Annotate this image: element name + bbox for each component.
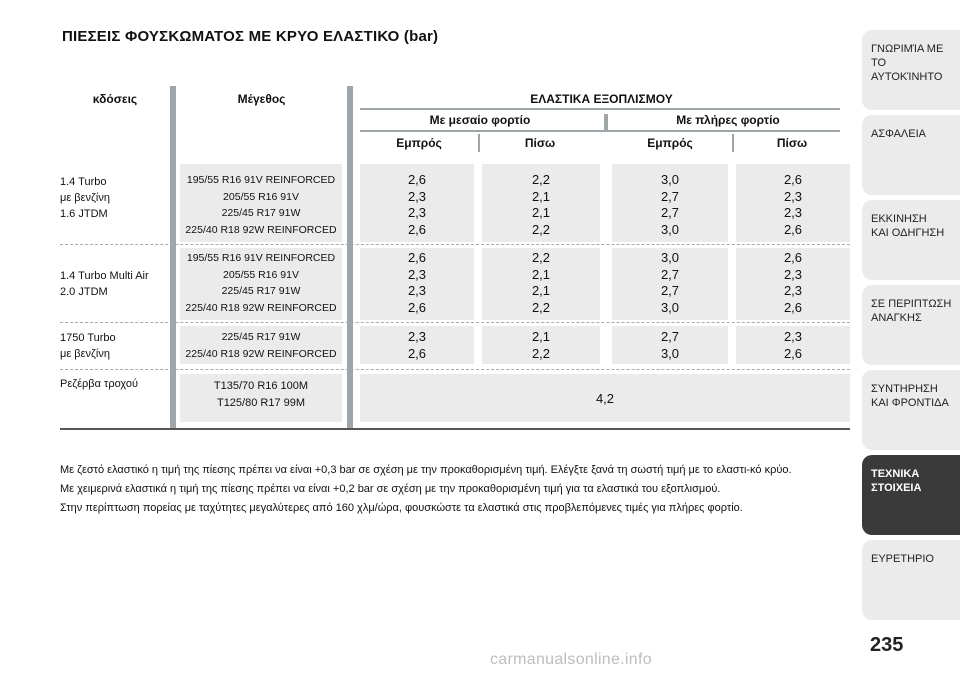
pressure-value: 2,1 <box>531 205 551 220</box>
pressure-value: 2,3 <box>407 329 427 344</box>
tyre-size: 225/40 R18 92W REINFORCED <box>185 347 337 360</box>
model-name: 1.4 Turbo <box>60 176 107 188</box>
pressure-values <box>736 250 850 316</box>
header-medium-load: Με μεσαίο φορτίο <box>429 113 531 127</box>
pressure-values <box>360 329 474 362</box>
pressure-value: 2,6 <box>783 221 803 237</box>
header-full-load: Με πλήρες φορτίο <box>676 113 780 127</box>
tyre-size: 195/55 R16 91V REINFORCED <box>186 252 336 264</box>
column-divider <box>732 134 734 152</box>
pressure-values <box>482 329 600 362</box>
pressure-value: 3,0 <box>660 345 680 361</box>
tyre-size: T125/80 R17 99M <box>216 396 306 409</box>
size-list <box>178 329 344 362</box>
row-separator <box>60 369 850 370</box>
tyre-pressure-table <box>60 86 850 431</box>
pressure-values <box>360 250 474 316</box>
pressure-value: 3,0 <box>660 250 680 265</box>
pressure-value: 2,2 <box>531 299 551 315</box>
page-number: 235 <box>870 634 904 656</box>
pressure-value: 2,6 <box>407 172 427 187</box>
column-divider <box>347 86 353 428</box>
model-name: 1.6 JTDM <box>60 208 108 220</box>
pressure-values <box>482 172 600 238</box>
pressure-values <box>612 250 728 316</box>
pressure-value: 2,3 <box>783 205 803 220</box>
notes <box>60 462 860 519</box>
pressure-value: 2,3 <box>407 188 427 204</box>
tab-maintenance[interactable]: ΣΥΝΤΗΡΗΣΗ ΚΑΙ ΦΡΟΝΤΙΔΑ <box>862 370 960 450</box>
header-tyres: ΕΛΑΣΤΙΚΑ ΕΞΟΠΛΙΣΜΟΥ <box>530 92 673 106</box>
size-list <box>178 250 344 316</box>
pressure-value: 3,0 <box>660 299 680 315</box>
tab-starting-driving[interactable]: ΕΚΚΙΝΗΣΗ ΚΑΙ ΟΔΗΓΗΣΗ <box>862 200 960 280</box>
header-rear-full: Πίσω <box>776 136 808 150</box>
size-list <box>178 378 344 411</box>
pressure-value: 2,1 <box>531 283 551 298</box>
pressure-value: 2,6 <box>783 172 803 187</box>
pressure-value: 2,6 <box>407 221 427 237</box>
pressure-values <box>612 172 728 238</box>
model-list <box>60 268 170 300</box>
pressure-value: 2,6 <box>783 345 803 361</box>
pressure-value: 2,3 <box>783 283 803 298</box>
header-rule <box>360 130 840 132</box>
tab-technical-data[interactable]: ΤΕΧΝΙΚΑ ΣΤΟΙΧΕΙΑ <box>862 455 960 535</box>
pressure-value: 2,7 <box>660 329 680 344</box>
row-separator <box>60 322 850 323</box>
tyre-size: 225/45 R17 91W <box>221 285 301 297</box>
pressure-value: 2,6 <box>407 299 427 315</box>
size-list <box>178 172 344 238</box>
pressure-value: 2,2 <box>531 250 551 265</box>
note-paragraph: Με χειμερινά ελαστικά η τιμή της πίεσης πρέπει να είναι +0,2 bar σε σχέση με την προκαθορισμένη τιμή για τα ελαστικά του εξοπλισμού. <box>60 483 721 495</box>
pressure-values <box>612 329 728 362</box>
tyre-size: 195/55 R16 91V REINFORCED <box>186 174 336 186</box>
pressure-value: 2,3 <box>783 329 803 344</box>
pressure-values <box>482 250 600 316</box>
pressure-value: 2,6 <box>407 345 427 361</box>
tab-index[interactable]: ΕΥΡΕΤΗΡΙΟ <box>862 540 960 620</box>
row-separator <box>60 244 850 245</box>
pressure-value: 2,6 <box>407 250 427 265</box>
pressure-value: 2,6 <box>783 299 803 315</box>
pressure-value: 2,3 <box>407 266 427 282</box>
header-front-medium: Εμπρός <box>396 136 442 150</box>
pressure-value: 2,1 <box>531 329 551 344</box>
header-front-full: Εμπρός <box>647 136 693 150</box>
header-size: Μέγεθος <box>237 92 286 106</box>
pressure-value: 2,7 <box>660 283 680 298</box>
pressure-values <box>360 172 474 238</box>
model-name: 2.0 JTDM <box>60 286 108 298</box>
tyre-size: 205/55 R16 91V <box>223 190 299 203</box>
pressure-value: 2,7 <box>660 205 680 220</box>
column-divider <box>170 86 176 428</box>
pressure-value: 2,7 <box>660 188 680 204</box>
tyre-size: 225/40 R18 92W REINFORCED <box>185 223 337 236</box>
pressure-value: 2,2 <box>531 345 551 361</box>
pressure-value: 2,1 <box>531 266 551 282</box>
tyre-size: T135/70 R16 100M <box>213 380 309 392</box>
model-list <box>60 330 170 362</box>
tyre-size: 225/45 R17 91W <box>221 331 301 343</box>
pressure-values <box>736 329 850 362</box>
header-rule <box>360 108 840 110</box>
header-versions: κδόσεις <box>92 92 138 106</box>
tyre-size: 225/40 R18 92W REINFORCED <box>185 301 337 314</box>
model-list <box>60 174 170 222</box>
pressure-value: 2,7 <box>660 266 680 282</box>
pressure-value: 2,3 <box>783 188 803 204</box>
pressure-value: 2,3 <box>407 283 427 298</box>
column-divider <box>478 134 480 152</box>
note-paragraph: Στην περίπτωση πορείας με ταχύτητες μεγαλύτερες από 160 χλμ/ώρα, φουσκώστε τα ελαστικά στις προβλεπόμενες τιμές για πλήρες φορτίο. <box>60 502 743 514</box>
header-rear-medium: Πίσω <box>524 136 556 150</box>
tyre-size: 225/45 R17 91W <box>221 207 301 219</box>
pressure-value: 2,2 <box>531 172 551 187</box>
tab-emergency[interactable]: ΣΕ ΠΕΡΙΠΤΩΣΗ ΑΝΑΓΚΗΣ <box>862 285 960 365</box>
pressure-value: 2,3 <box>783 266 803 282</box>
model-name: 1.4 Turbo Multi Air <box>60 270 149 282</box>
pressure-value: 2,2 <box>531 221 551 237</box>
model-name: με βενζίνη <box>60 348 110 360</box>
model-name: με βενζίνη <box>60 192 110 204</box>
pressure-value: 3,0 <box>660 172 680 187</box>
spare-pressure-value: 4,2 <box>595 391 615 406</box>
note-paragraph: Με ζεστό ελαστικό η τιμή της πίεσης πρέπει να είναι +0,3 bar σε σχέση με την προκαθορισμένη τιμή. Ελέγξτε ξανά τη σωστή τιμή με το ελαστι-κό κρύο. <box>60 464 792 476</box>
pressure-value: 3,0 <box>660 221 680 237</box>
spare-wheel-label: Ρεζέρβα τροχού <box>60 378 139 390</box>
model-name: 1750 Turbo <box>60 332 116 344</box>
pressure-value: 2,1 <box>531 188 551 204</box>
tab-getting-to-know[interactable]: ΓΝΩΡΙΜΊΑ ΜΕ ΤΟ ΑΥΤΟΚΊΝΗΤΟ <box>862 30 960 110</box>
page-title: ΠΙΕΣΕΙΣ ΦΟΥΣΚΩΜΑΤΟΣ ΜΕ ΚΡΥΟ ΕΛΑΣΤΙΚΟ (bar) <box>62 28 439 45</box>
tab-safety[interactable]: ΑΣΦΑΛΕΙΑ <box>862 115 960 195</box>
pressure-value: 2,3 <box>407 205 427 220</box>
pressure-value: 2,6 <box>783 250 803 265</box>
pressure-values <box>736 172 850 238</box>
tyre-size: 205/55 R16 91V <box>223 268 299 281</box>
table-bottom-rule <box>60 428 850 430</box>
watermark: carmanualsonline.info <box>490 651 652 668</box>
